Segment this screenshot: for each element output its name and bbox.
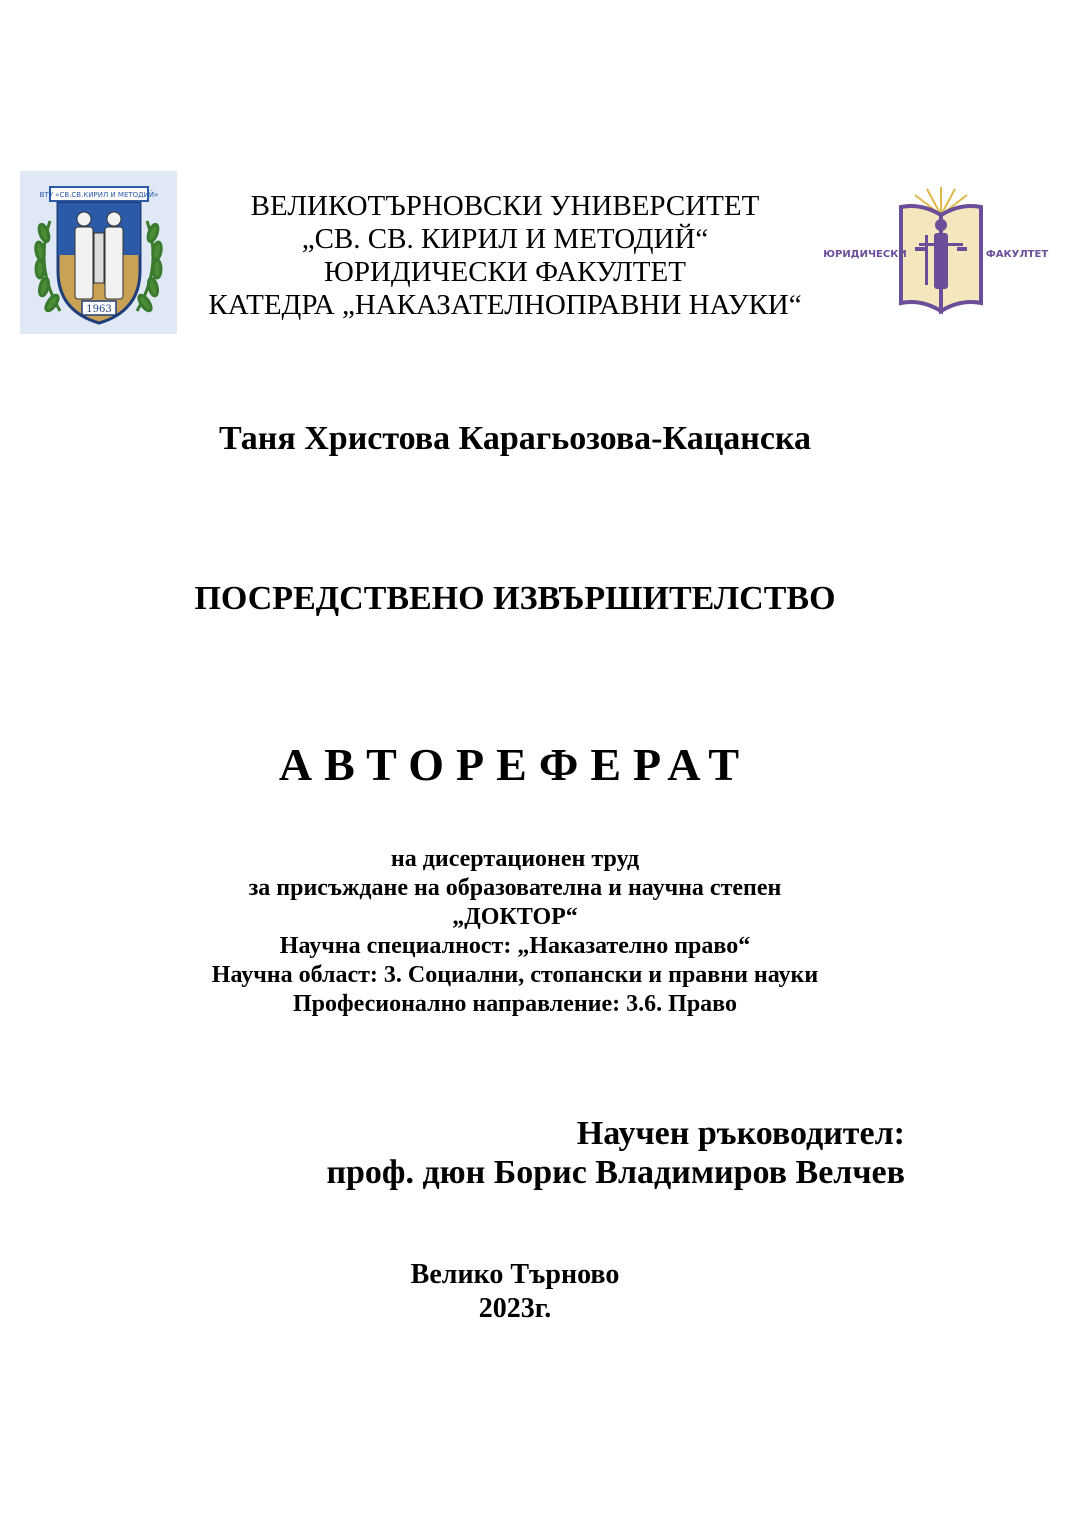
details-line: Професионално направление: 3.6. Право — [293, 991, 737, 1017]
supervisor-block — [200, 1114, 905, 1192]
faculty-emblem-icon — [823, 185, 1049, 313]
institution-header — [200, 190, 810, 322]
supervisor-label: Научен ръководител: — [576, 1115, 905, 1152]
author-name: Таня Христова Карагьозова-Кацанска — [218, 420, 812, 457]
faculty-logo — [823, 185, 1049, 313]
details-line: „ДОКТОР“ — [452, 904, 578, 930]
svg-text:ЮРИДИЧЕСКИ: ЮРИДИЧЕСКИ — [823, 249, 907, 260]
city: Велико Търново — [410, 1259, 620, 1290]
header-university: ВЕЛИКОТЪРНОВСКИ УНИВЕРСИТЕТ — [250, 190, 760, 222]
details-line: Научна област: 3. Социални, стопански и правни науки — [211, 962, 819, 988]
dissertation-details — [0, 845, 1030, 1019]
details-line: за присъждане на образователна и научна степен — [248, 875, 782, 901]
header-department: КАТЕДРА „НАКАЗАТЕЛНОПРАВНИ НАУКИ“ — [208, 289, 802, 321]
year: 2023г. — [478, 1293, 552, 1324]
supervisor-name: проф. дюн Борис Владимиров Велчев — [326, 1154, 905, 1191]
dissertation-title: ПОСРЕДСТВЕНО ИЗВЪРШИТЕЛСТВО — [194, 580, 836, 617]
document-type-heading: АВТОРЕФЕРАТ — [278, 739, 752, 790]
university-emblem-icon — [20, 171, 177, 334]
svg-text:1963: 1963 — [86, 304, 112, 315]
details-line: на дисертационен труд — [390, 846, 640, 872]
university-logo — [20, 171, 177, 334]
header-university-name: „СВ. СВ. КИРИЛ И МЕТОДИЙ“ — [301, 223, 709, 255]
place-and-year — [0, 1258, 1030, 1326]
header-faculty: ЮРИДИЧЕСКИ ФАКУЛТЕТ — [324, 256, 686, 288]
svg-text:ВТУ «СВ.СВ.КИРИЛ И МЕТОДИЙ»: ВТУ «СВ.СВ.КИРИЛ И МЕТОДИЙ» — [39, 191, 159, 199]
details-line: Научна специалност: „Наказателно право“ — [279, 933, 751, 959]
svg-text:ФАКУЛТЕТ: ФАКУЛТЕТ — [985, 249, 1049, 260]
